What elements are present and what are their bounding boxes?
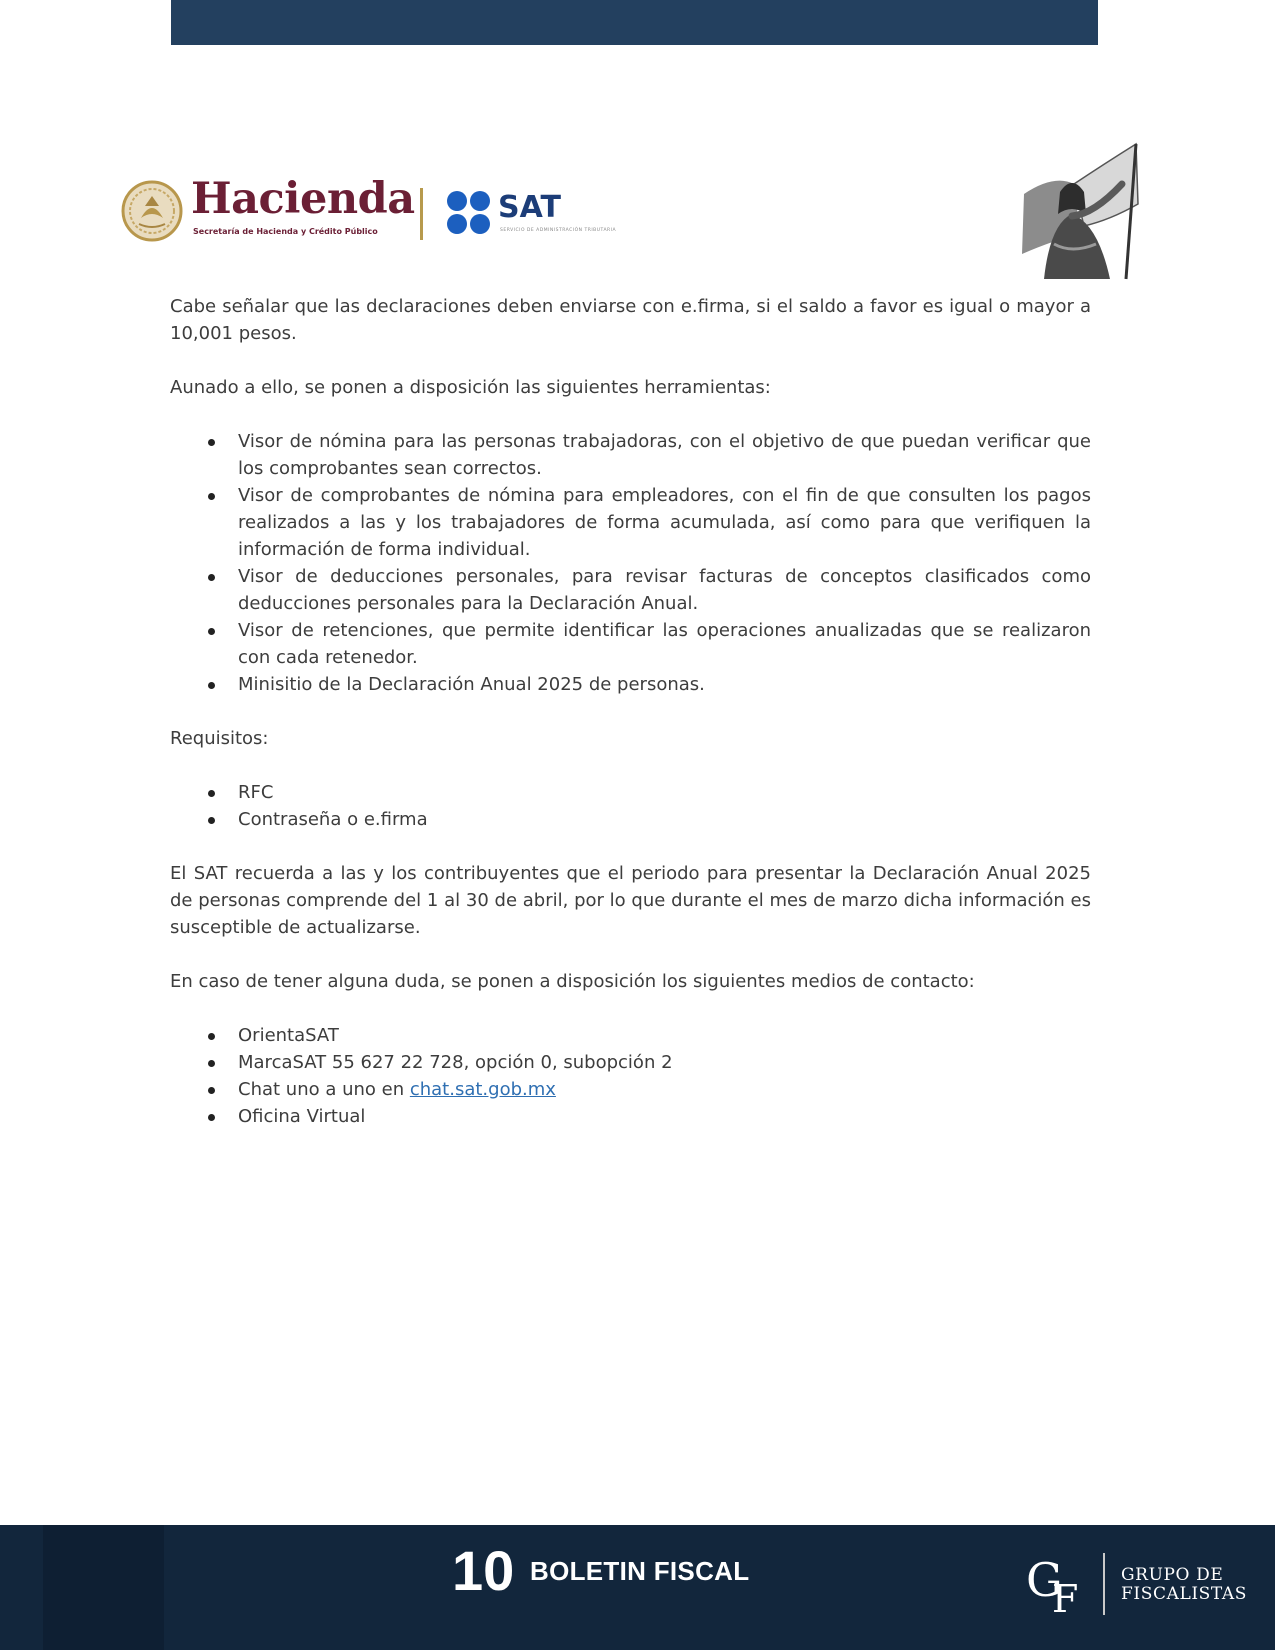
chat-prefix: Chat uno a uno en <box>238 1079 410 1100</box>
list-item: MarcaSAT 55 627 22 728, opción 0, subopción 2 <box>170 1049 1091 1076</box>
logo-divider <box>420 188 423 240</box>
chat-sat-link[interactable]: chat.sat.gob.mx <box>409 1079 556 1100</box>
rc-logo-box <box>43 1525 164 1650</box>
paragraph-efirma: Cabe señalar que las declaraciones deben enviarse con e.firma, si el saldo a favor es igual o mayor a 10,001 pesos. <box>170 296 1091 344</box>
top-banner-bar <box>171 0 1098 45</box>
list-item: Visor de nómina para las personas trabajadoras, con el objetivo de que puedan verificar que los comprobantes sean correctos. <box>170 428 1091 482</box>
list-item: RFC <box>170 779 1091 806</box>
rc-mark: R&C <box>70 35 162 79</box>
contacts-list <box>170 1022 1091 1130</box>
hacienda-logo <box>121 174 421 242</box>
list-item <box>170 1076 1091 1103</box>
requirements-label: Requisitos: <box>170 728 269 749</box>
sat-logo <box>446 190 666 240</box>
rc-caption: CAPACITADORA <box>66 93 152 102</box>
gf-divider <box>1103 1553 1105 1615</box>
list-item: Minisitio de la Declaración Anual 2025 de personas. <box>170 671 1091 698</box>
gf-mark-f: F <box>1052 1577 1079 1621</box>
list-item: Contraseña o e.firma <box>170 806 1091 833</box>
sat-wordmark: SAT <box>498 190 561 225</box>
gf-wordmark <box>1121 1566 1247 1604</box>
list-item: Visor de deducciones personales, para revisar facturas de conceptos clasificados como deducciones personales para la Declaración Anual. <box>170 563 1091 617</box>
paragraph-tools-intro: Aunado a ello, se ponen a disposición las siguientes herramientas: <box>170 377 771 398</box>
paragraph-period: El SAT recuerda a las y los contribuyentes que el periodo para presentar la Declaración Anual 2025 de personas comprende del 1 al 30 de abril, por lo que durante el mes de marzo dicha información es susceptible de actualizarse. <box>170 863 1091 938</box>
page-number: 10 <box>452 1539 515 1602</box>
heroine-flag-illustration <box>1014 144 1142 279</box>
hacienda-wordmark: Hacienda <box>191 174 415 224</box>
document-body <box>170 293 1091 1130</box>
paragraph-contact-intro: En caso de tener alguna duda, se ponen a disposición los siguientes medios de contacto: <box>170 971 975 992</box>
footer-title: BOLETIN FISCAL <box>530 1556 750 1586</box>
gf-line-2: FISCALISTAS <box>1121 1584 1248 1604</box>
rc-capacitadora-logo <box>60 20 162 110</box>
gf-line-1: GRUPO DE <box>1121 1565 1224 1585</box>
hacienda-subtitle: Secretaría de Hacienda y Crédito Público <box>193 227 378 236</box>
sat-subtitle: SERVICIO DE ADMINISTRACIÓN TRIBUTARIA <box>500 228 617 233</box>
gf-mark-g: G <box>1026 1553 1063 1607</box>
mexican-seal-icon <box>121 180 183 242</box>
list-item: OrientaSAT <box>170 1022 1091 1049</box>
list-item: Visor de comprobantes de nómina para empleadores, con el fin de que consulten los pagos realizados a las y los trabajadores de forma acumulada, así como para que verifiquen la información de forma individual. <box>170 482 1091 563</box>
gf-logo <box>1022 1548 1092 1621</box>
list-item: Oficina Virtual <box>170 1103 1091 1130</box>
list-item: Visor de retenciones, que permite identificar las operaciones anualizadas que se realizaron con cada retenedor. <box>170 617 1091 671</box>
tools-list <box>170 428 1091 698</box>
requirements-list <box>170 779 1091 833</box>
sat-dots-icon <box>446 190 494 238</box>
